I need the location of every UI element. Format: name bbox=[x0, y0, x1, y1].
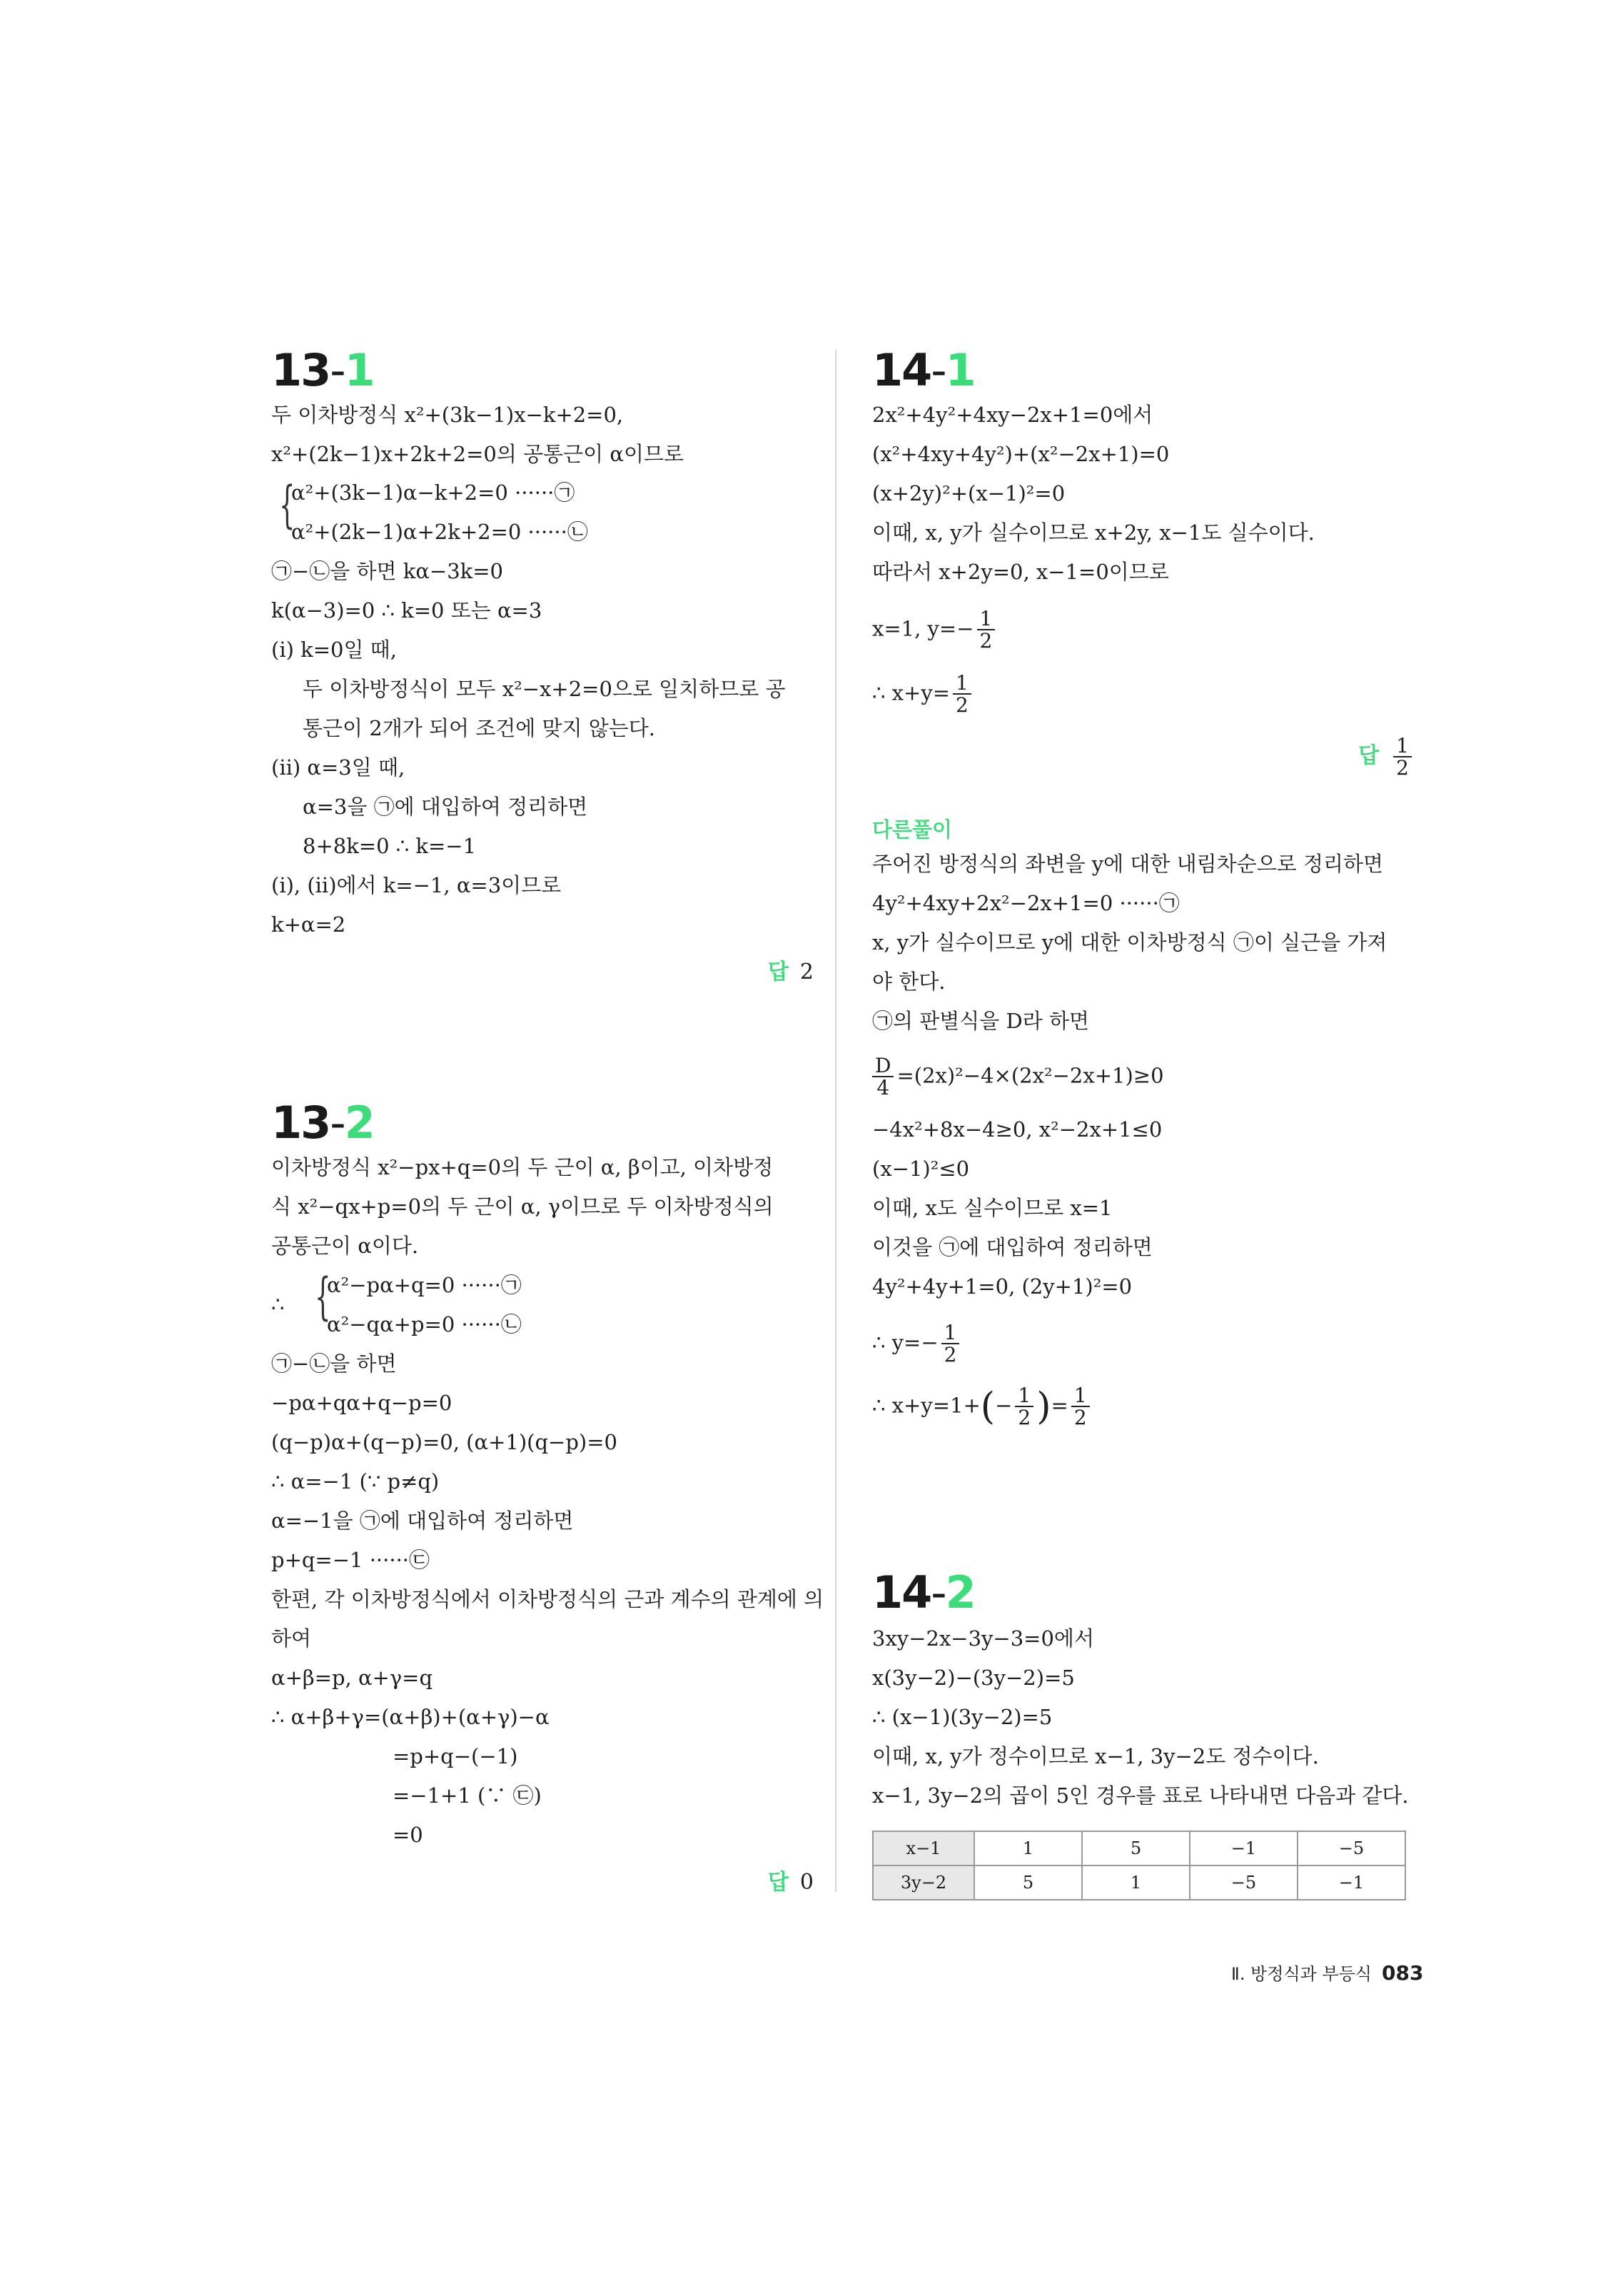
solution-line: 이때, x, y가 실수이므로 x+2y, x−1도 실수이다. bbox=[872, 520, 1315, 545]
solution-line: 두 이차방정식이 모두 x²−x+2=0으로 일치하므로 공 bbox=[303, 677, 786, 701]
solution-line: 한편, 각 이차방정식에서 이차방정식의 근과 계수의 관계에 의 bbox=[271, 1587, 824, 1611]
fraction: $\frac{1}{2}$ bbox=[941, 1322, 960, 1366]
solution-line: ∴ α+β+γ=(α+β)+(α+γ)−α bbox=[271, 1705, 550, 1729]
problem-13-2-heading: 13-2 bbox=[271, 1097, 374, 1149]
solution-line: 두 이차방정식 x²+(3k−1)x−k+2=0, bbox=[271, 403, 624, 427]
table-cell: −1 bbox=[1298, 1866, 1405, 1900]
solution-line: 이때, x, y가 정수이므로 x−1, 3y−2도 정수이다. bbox=[872, 1744, 1319, 1768]
column-divider bbox=[835, 350, 836, 1892]
table-cell: 5 bbox=[1082, 1831, 1190, 1866]
solution-line: (q−p)α+(q−p)=0, (α+1)(q−p)=0 bbox=[271, 1430, 617, 1454]
solution-line: p+q=−1 ······㉢ bbox=[271, 1548, 430, 1572]
table-row bbox=[873, 1831, 1405, 1866]
solution-line: k+α=2 bbox=[271, 912, 346, 937]
solution-line: =0 bbox=[393, 1823, 423, 1847]
problem-14-1-heading: 14-1 bbox=[872, 344, 975, 396]
solution-line: =p+q−(−1) bbox=[393, 1744, 518, 1768]
solution-line: α=3을 ㉠에 대입하여 정리하면 bbox=[303, 795, 588, 819]
solution-line: x−1, 3y−2의 곱이 5인 경우를 표로 나타내면 다음과 같다. bbox=[872, 1783, 1409, 1808]
page-number: 083 bbox=[1382, 1961, 1424, 1985]
table-row bbox=[873, 1866, 1405, 1900]
solution-line: ∴ y=− $\frac{1}{2}$ bbox=[872, 1322, 962, 1366]
solution-line: (ⅰ), (ⅱ)에서 k=−1, α=3이므로 bbox=[271, 873, 562, 897]
solution-line: x²+(2k−1)x+2k+2=0의 공통근이 α이므로 bbox=[271, 442, 684, 466]
table-cell: −5 bbox=[1190, 1866, 1298, 1900]
solution-line: ∴ α=−1 (∵ p≠q) bbox=[271, 1469, 440, 1494]
solution-line: 이것을 ㉠에 대입하여 정리하면 bbox=[872, 1235, 1153, 1259]
solution-line: 주어진 방정식의 좌변을 y에 대한 내림차순으로 정리하면 bbox=[872, 852, 1384, 876]
solution-line: −4x²+8x−4≥0, x²−2x+1≤0 bbox=[872, 1117, 1163, 1142]
therefore-symbol: ∴ bbox=[271, 1292, 285, 1316]
table-cell: −5 bbox=[1298, 1831, 1405, 1866]
solution-line: ㉠−㉡을 하면 kα−3k=0 bbox=[271, 559, 504, 583]
fraction: $\frac{1}{2}$ bbox=[953, 673, 971, 716]
solution-line: 8+8k=0 ∴ k=−1 bbox=[303, 834, 477, 858]
fraction: $\frac{1}{2}$ bbox=[1015, 1385, 1033, 1429]
solution-line: ∴ x+y= $\frac{1}{2}$ bbox=[872, 673, 974, 716]
solution-line: 2x²+4y²+4xy−2x+1=0에서 bbox=[872, 403, 1153, 427]
system-brace: { bbox=[315, 1267, 331, 1326]
equation-line: α²+(3k−1)α−k+2=0 ······㉠ bbox=[291, 480, 575, 505]
solution-line: x(3y−2)−(3y−2)=5 bbox=[872, 1666, 1075, 1690]
cases-table bbox=[872, 1831, 1406, 1900]
answer-13-1: 답 2 bbox=[767, 960, 814, 985]
case-heading: (ⅰ) k=0일 때, bbox=[271, 638, 397, 662]
solution-line: ∴ (x−1)(3y−2)=5 bbox=[872, 1705, 1053, 1729]
solution-line: (x+2y)²+(x−1)²=0 bbox=[872, 481, 1066, 505]
alternative-solution-title: 다른풀이 bbox=[872, 817, 953, 842]
page-footer bbox=[1231, 1960, 1423, 1985]
solution-line: (x²+4xy+4y²)+(x²−2x+1)=0 bbox=[872, 442, 1170, 466]
solution-line: −pα+qα+q−p=0 bbox=[271, 1391, 452, 1415]
solution-line: ㉠−㉡을 하면 bbox=[271, 1351, 397, 1376]
solution-line: α+β=p, α+γ=q bbox=[271, 1666, 433, 1690]
answer-14-1: 답 $\frac{1}{2}$ bbox=[1358, 735, 1415, 779]
fraction: $\frac{1}{2}$ bbox=[977, 608, 996, 652]
solution-line: ∴ x+y=1+(− $\frac{1}{2}$ )= $\frac{1}{2}$ bbox=[872, 1385, 1093, 1429]
solution-line: =−1+1 (∵ ㉢) bbox=[393, 1783, 542, 1808]
answer-13-2: 답 0 bbox=[767, 1870, 814, 1895]
table-header-cell: 3y−2 bbox=[873, 1866, 974, 1900]
solution-line: ㉠의 판별식을 D라 하면 bbox=[872, 1009, 1090, 1033]
table-cell: 5 bbox=[974, 1866, 1082, 1900]
solution-line: 하여 bbox=[271, 1626, 312, 1651]
system-brace: { bbox=[279, 475, 295, 534]
case-heading: (ⅱ) α=3일 때, bbox=[271, 755, 405, 780]
solution-line: α=−1을 ㉠에 대입하여 정리하면 bbox=[271, 1509, 574, 1533]
solution-line: x=1, y=− $\frac{1}{2}$ bbox=[872, 608, 998, 652]
problem-13-1-heading: 13-1 bbox=[271, 344, 374, 396]
solution-line: 따라서 x+2y=0, x−1=0이므로 bbox=[872, 560, 1169, 584]
solution-line: 공통근이 α이다. bbox=[271, 1234, 419, 1258]
solution-line: k(α−3)=0 ∴ k=0 또는 α=3 bbox=[271, 598, 542, 623]
table-cell: 1 bbox=[1082, 1866, 1190, 1900]
equation-line: α²−pα+q=0 ······㉠ bbox=[327, 1273, 522, 1297]
equation-line: α²−qα+p=0 ······㉡ bbox=[327, 1312, 522, 1336]
table-cell: 1 bbox=[974, 1831, 1082, 1866]
solution-line: 이차방정식 x²−px+q=0의 두 근이 α, β이고, 이차방정 bbox=[271, 1155, 774, 1179]
problem-14-2-heading: 14-2 bbox=[872, 1566, 975, 1618]
equation-line: α²+(2k−1)α+2k+2=0 ······㉡ bbox=[291, 520, 588, 544]
solution-line: $\frac{D}{4}$ =(2x)²−4×(2x²−2x+1)≥0 bbox=[872, 1055, 1164, 1099]
fraction: $\frac{1}{2}$ bbox=[1071, 1385, 1090, 1429]
solution-line: x, y가 실수이므로 y에 대한 이차방정식 ㉠이 실근을 가져 bbox=[872, 930, 1387, 955]
solution-line: 3xy−2x−3y−3=0에서 bbox=[872, 1626, 1094, 1651]
solution-line: (x−1)²≤0 bbox=[872, 1157, 970, 1181]
fraction: $\frac{D}{4}$ bbox=[872, 1055, 894, 1099]
section-name: Ⅱ. 방정식과 부등식 bbox=[1231, 1964, 1372, 1984]
solution-line: 4y²+4xy+2x²−2x+1=0 ······㉠ bbox=[872, 891, 1180, 915]
solution-line: 4y²+4y+1=0, (2y+1)²=0 bbox=[872, 1274, 1133, 1299]
solution-line: 식 x²−qx+p=0의 두 근이 α, γ이므로 두 이차방정식의 bbox=[271, 1194, 774, 1219]
solution-line: 통근이 2개가 되어 조건에 맞지 않는다. bbox=[303, 716, 655, 740]
answer-fraction: $\frac{1}{2}$ bbox=[1393, 735, 1412, 779]
table-header-cell: x−1 bbox=[873, 1831, 974, 1866]
table-cell: −1 bbox=[1190, 1831, 1298, 1866]
solution-line: 이때, x도 실수이므로 x=1 bbox=[872, 1196, 1113, 1220]
solution-line: 야 한다. bbox=[872, 970, 946, 994]
